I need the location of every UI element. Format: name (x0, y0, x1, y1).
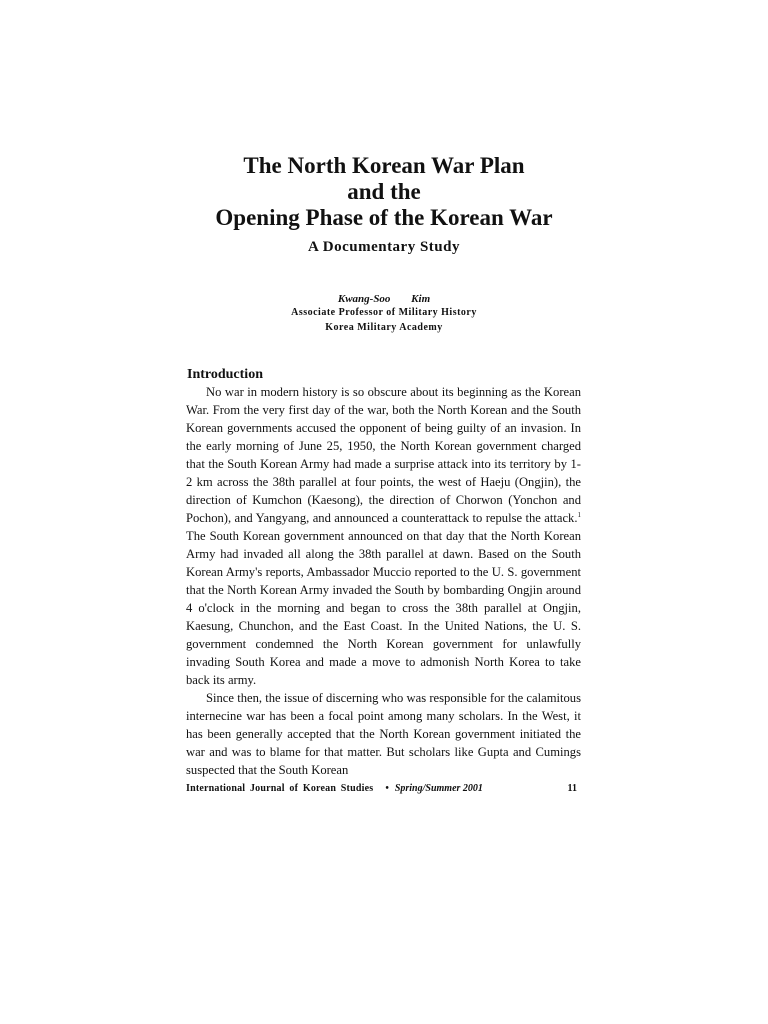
footnote-marker: 1 (577, 511, 581, 519)
page-number: 11 (567, 783, 577, 794)
journal-issue: Spring/Summer 2001 (394, 783, 483, 794)
author-name: Kwang-Soo Kim (337, 293, 431, 305)
article-subtitle: A Documentary Study (307, 239, 460, 255)
paragraph-1-part-1: No war in modern history is so obscure about its beginning as the Korean War. From the very first day of the war, both the North Korean and the South Korean governments accused the opponent of being guilty of an invasion. In the early morning of June 25, 1950, the North Korean government charged that the South Korean Army had made a surprise attack into its territory by 1-2 km across the 38th parallel at four points, the west of Haeju (Ongjin), the direction of Kumchon (Kaesong), the direction of Chorwon (Yonchon and Pochon), and Yangyang, and announced a counterattack to repulse the attack. (186, 385, 581, 525)
paragraph-1-part-2: The South Korean government announced on that day that the North Korean Army had invaded all along the 38th parallel at dawn. Based on the South Korean Army's reports, Ambassador Muccio reported to the U. S. government that the North Korean Army invaded the South by bombarding Ongjin around 4 o'clock in the morning and began to cross the 38th parallel at Ongjin, Kaesung, Chunchon, and the East Coast. In the United Nations, the U. S. government condemned the North Korean government for unlawfully invading South Korea and made a move to admonish North Korea to take back its army. (186, 529, 581, 687)
title-line-3: Opening Phase of the Korean War (215, 205, 553, 230)
body-text (186, 383, 581, 779)
article-title (186, 153, 582, 231)
title-line-2: and the (347, 179, 421, 204)
title-line-1: The North Korean War Plan (243, 153, 525, 178)
paragraph-2: Since then, the issue of discerning who was responsible for the calamitous internecine war has been a focal point among many scholars. In the West, it has been generally accepted that the North Korean government initiated the war and was to blame for that matter. But scholars like Gupta and Cumings suspected that the South Korean (186, 691, 581, 777)
journal-name: International Journal of Korean Studies (186, 783, 374, 794)
page-footer (186, 783, 581, 794)
section-heading: Introduction (187, 367, 263, 382)
footer-bullet: • (385, 783, 389, 794)
author-position: Associate Professor of Military History (291, 307, 477, 318)
author-institution: Korea Military Academy (325, 322, 443, 333)
paragraph-1 (186, 383, 581, 689)
